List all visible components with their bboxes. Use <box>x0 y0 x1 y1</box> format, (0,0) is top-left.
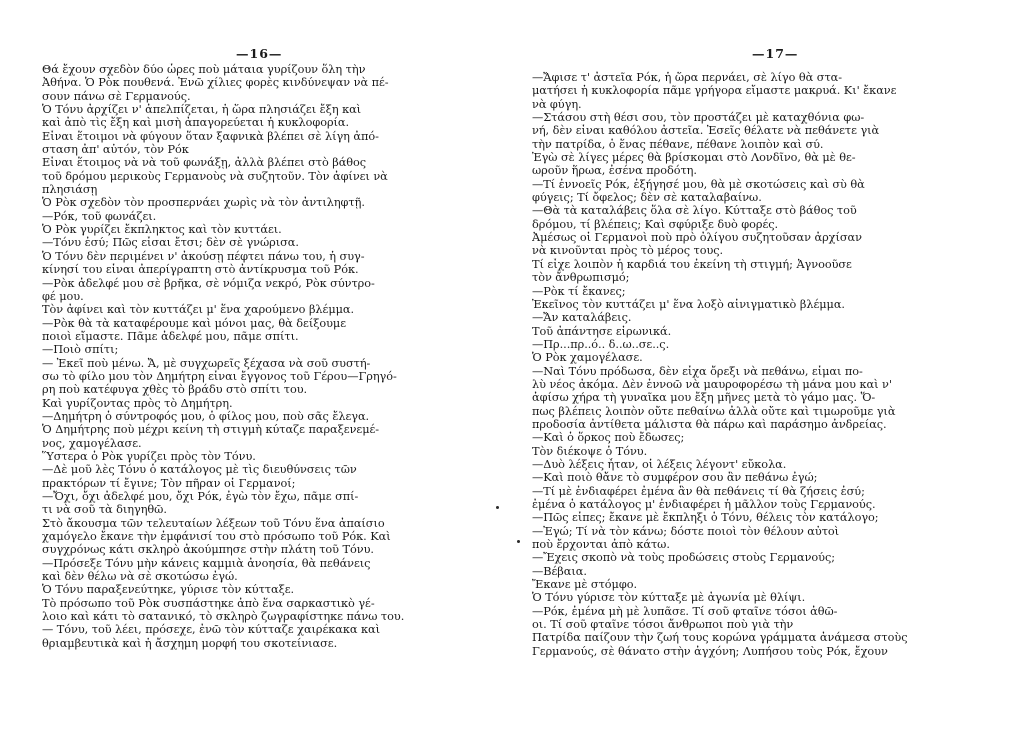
text-line: ἐμένα ὁ κατάλογος μ' ἐνδιαφέρει ἡ μᾶλλον τοὺς Γερμανούς. <box>532 498 876 511</box>
text-line: πως βλέπεις λοιπὸν οὔτε πεθαίνω ἀλλὰ οὔτε καὶ τιμωροῦμε γιὰ <box>532 404 896 418</box>
text-line: ἀφίσω χήρα τὴ γυναῖκα μου ἔξη μῆνες μετὰ τὸ γάμο μας. Ὅ- <box>532 391 876 405</box>
text-line: νή, δὲν εἶναι καθόλου ἀστεῖα. Ἐσεῖς θέλατε νὰ πεθάνετε γιὰ <box>532 124 880 138</box>
text-line: —Καὶ ὁ ὅρκος ποὺ ἔδωσες; <box>532 431 685 445</box>
text-line: πρακτόρων τί ἔγινε; Τὸν πῆραν οἱ Γερμανοί; <box>42 476 296 490</box>
text-line: Τοῦ ἀπάντησε εἰρωνικά. <box>532 324 672 338</box>
text-line: Ἀμέσως οἱ Γερμανοὶ ποὺ πρὸ ὀλίγου συζητοῦσαν ἀρχίσαν <box>532 231 862 245</box>
text-line: σουν πάνω σὲ Γερμανούς. <box>42 89 191 103</box>
text-line: Θά ἔχουν σχεδὸν δύο ὧρες ποὺ μάταια γυρίζουν ὅλη τὴν <box>42 63 366 76</box>
text-line: —Πῶς εἶπες; ἔκανε μὲ ἔκπληξι ὁ Τόνυ, θέλεις τὸν κατάλογο; <box>532 511 879 525</box>
text-line: —Ἄφισε τ' ἀστεῖα Ρόκ, ἡ ὥρα περνάει, σὲ λίγο θὰ στα- <box>532 71 843 84</box>
text-line: ματήσει ἡ κυκλοφορία πᾶμε γρήγορα εἴμαστε μακρυά. Κι' ἔκανε <box>532 84 897 98</box>
text-line: —Θὰ τὰ καταλάβεις ὅλα σὲ λίγο. Κύτταξε στὸ βάθος τοῦ <box>532 204 857 218</box>
text-line: Ἔκανε μὲ στόμφο. <box>532 578 637 592</box>
right-page-text <box>532 71 972 658</box>
text-line: τι νὰ σοῦ τὰ διηγηθῶ. <box>42 503 167 517</box>
text-line: Ὁ Τόνυ δὲν περιμένει ν' ἀκούσῃ πέφτει πάνω του, ἡ συγ- <box>42 249 365 263</box>
text-line: Ὁ Τόνυ παραξενεύτηκε, γύρισε τὸν κύτταξε. <box>42 583 295 597</box>
text-line: σταση ἀπ' αὐτόν, τὸν Ρόκ <box>42 143 189 157</box>
text-line: Τὸν ἀφίνει καὶ τὸν κυττάζει μ' ἕνα χαρούμενο βλέμμα. <box>42 303 355 317</box>
text-line: —Δυὸ λέξεις ἦταν, οἱ λέξεις λέγοντ' εὔκολα. <box>532 457 787 471</box>
text-line: —Ναὶ Τόνυ πρόδωσα, δὲν εἶχα ὄρεξι νὰ πεθάνω, εἶμαι πο- <box>532 364 863 378</box>
text-line: —Τί μὲ ἐνδιαφέρει ἐμένα ἂν θὰ πεθάνεις τί θὰ ζήσεις ἐσύ; <box>532 484 865 498</box>
text-line: —Ρὸκ τί ἔκανες; <box>532 284 626 298</box>
text-line: τὴν πατρίδα, ὁ ἕνας πέθανε, πέθανε λοιπὸν καὶ σύ. <box>532 137 824 151</box>
text-line: Ἀθήνα. Ὁ Ρὸκ πουθενά. Ἐνῶ χίλιες φορὲς κινδύνεψαν νὰ πέ- <box>42 76 389 90</box>
text-line: προδοσία ἀντίθετα μάλιστα θὰ πάρω καὶ παράσημο ἀνδρείας. <box>532 417 887 431</box>
text-line: —Ρόκ, ἐμένα μὴ μὲ λυπᾶσε. Τί σοῦ φταῖνε τόσοι ἀθῶ- <box>532 604 838 618</box>
text-line: Ὁ Τόνυ ἀρχίζει ν' ἀπελπίζεται, ἡ ὥρα πλησιάζει ἔξη καὶ <box>42 103 362 117</box>
text-line: — Ἐκεῖ ποὺ μένω. Ἄ, μὲ συγχωρεῖς ξέχασα νὰ σοῦ συστή- <box>42 356 371 370</box>
text-line: Στὸ ἄκουσμα τῶν τελευταίων λέξεων τοῦ Τόνυ ἕνα ἀπαίσιο <box>42 516 385 530</box>
text-line: —Δὲ μοῦ λὲς Τόνυ ὁ κατάλογος μὲ τὶς διευθύνσεις τῶν <box>42 463 357 477</box>
text-line: νος, χαμογέλασε. <box>42 436 142 450</box>
text-line: Γερμανούς, σὲ θάνατο στὴν ἀγχόνη; Λυπήσου τοὺς Ρόκ, ἔχουν <box>532 644 888 658</box>
text-line: Καὶ γυρίζοντας πρὸς τὸ Δημήτρη. <box>42 396 233 410</box>
text-line: λὺ νέος ἀκόμα. Δὲν ἐννοῶ νὰ μαυροφορέσω τὴ μάνα μου καὶ ν' <box>532 377 892 391</box>
text-line: ρη ποὺ κατέφυγα χθὲς τὸ βράδυ στὸ σπίτι του. <box>42 383 308 397</box>
text-line: φύγεις; Τί ὄφελος; δὲν σὲ καταλαβαίνω. <box>532 191 762 205</box>
text-line: —Ρὸκ ἀδελφέ μου σὲ βρῆκα, σὲ νόμιζα νεκρό, Ρὸκ σύντρο- <box>42 276 375 290</box>
text-line: —Ρὸκ θὰ τὰ καταφέρουμε καὶ μόνοι μας, θὰ δείξουμε <box>42 316 347 330</box>
text-line: συγχρόνως κάτι σκληρὸ ἀκούμπησε στὴν πλάτη τοῦ Τόνυ. <box>42 543 374 557</box>
text-line: τὸν ἄνθρωπισμό; <box>532 271 630 285</box>
text-line: λοιο καὶ κάτι τὸ σατανικό, τὸ σκληρὸ ζωγραφίστηκε πάνω του. <box>42 610 405 624</box>
left-page-number: —16— <box>236 46 283 61</box>
text-line: Ὁ Τόνυ γύρισε τὸν κύτταξε μὲ ἀγωνία μὲ θλίψι. <box>532 591 806 605</box>
text-line: τοῦ δρόμου μερικοὺς Γερμανοὺς νὰ συζητοῦν. Τὸν ἀφίνει νὰ <box>42 169 388 183</box>
text-line: φέ μου. <box>42 289 84 303</box>
left-page-text <box>42 63 482 650</box>
text-line: — Τόνυ, τοῦ λέει, πρόσεχε, ἐνῶ τὸν κύτταζε χαιρέκακα καὶ <box>42 623 380 637</box>
text-line: χαμόγελο ἔκανε τὴν ἐμφάνισί του στὸ πρόσωπο τοῦ Ρόκ. Καὶ <box>42 530 391 544</box>
text-line: —Ποιὸ σπίτι; <box>42 343 119 357</box>
text-line: Τὸ πρόσωπο τοῦ Ρὸκ συσπάστηκε ἀπὸ ἕνα σαρκαστικὸ γέ- <box>42 596 375 610</box>
text-line: Ἐγὼ σὲ λίγες μέρες θὰ βρίσκομαι στὸ Λονδῖνο, θὰ μὲ θε- <box>532 151 856 165</box>
text-line: —Ἄν καταλάβεις. <box>532 311 632 325</box>
text-line: —Στάσου στὴ θέσι σου, τὸν προστάζει μὲ καταχθόνια φω- <box>532 111 865 125</box>
binding-hole-mark <box>517 540 520 543</box>
text-line: δρόμου, τί βλέπεις; Καὶ σφύριξε δυὸ φορές. <box>532 217 779 231</box>
right-page <box>512 0 1024 729</box>
text-line: Ὁ Ρὸκ γυρίζει ἔκπληκτος καὶ τὸν κυττάει. <box>42 223 282 237</box>
text-line: Ὁ Δημήτρης ποὺ μέχρι κείνη τὴ στιγμὴ κύταζε παραξενεμέ- <box>42 423 380 437</box>
text-line: —Πρόσεξε Τόνυ μὴν κάνεις καμμιὰ ἀνοησία, θὰ πεθάνεις <box>42 556 371 570</box>
text-line: κίνησί του εἶναι ἀπερίγραπτη στὸ ἀντίκρυσμα τοῦ Ρόκ. <box>42 263 359 277</box>
text-line: —Ἔχεις σκοπὸ νὰ τοὺς προδώσεις στοὺς Γερμανούς; <box>532 551 836 565</box>
text-line: Εἶναι ἕτοιμος νὰ νὰ τοῦ φωνάξῃ, ἀλλὰ βλέπει στὸ βάθος <box>42 156 367 170</box>
text-line: νὰ φύγη. <box>532 97 582 111</box>
text-line: Τὸν διέκοψε ὁ Τόνυ. <box>532 444 648 458</box>
text-line: Ὕστερα ὁ Ρὸκ γυρίζει πρὸς τὸν Τόνυ. <box>42 449 256 463</box>
text-line: σω τὸ φίλο μου τὸν Δημήτρη εἶναι ἔγγονος τοῦ Γέρου—Γρηγό- <box>42 369 397 383</box>
text-line: οι. Τί σοῦ φταῖνε τόσοι ἄνθρωποι ποὺ γιὰ τὴν <box>532 618 794 632</box>
text-line: Εἶναι ἕτοιμοι νὰ φύγουν ὅταν ξαφνικὰ βλέπει σὲ λίγη ἀπό- <box>42 129 379 143</box>
text-line: —Καὶ ποιὸ θἄνε τὸ συμφέρον σου ἂν πεθάνω ἐγώ; <box>532 471 818 485</box>
text-line: —Πρ...πρ..ό.. δ..ω..σε..ς. <box>532 337 670 351</box>
text-line: Πατρίδα παίζουν τὴν ζωή τους κορώνα γράμματα ἀνάμεσα στοὺς <box>532 631 908 645</box>
binding-hole-mark <box>496 506 499 509</box>
text-line: —Δημήτρη ὁ σύντροφός μου, ὁ φίλος μου, ποὺ σᾶς ἔλεγα. <box>42 409 370 423</box>
text-line: —Βέβαια. <box>532 564 587 578</box>
text-line: Ἐκεῖνος τὸν κυττάζει μ' ἕνα λοξὸ αἰνιγματικὸ βλέμμα. <box>532 297 845 311</box>
text-line: —Τί ἐννοεῖς Ρόκ, ἐξήγησέ μου, θὰ μὲ σκοτώσεις καὶ σὺ θὰ <box>532 177 865 191</box>
text-line: —Ὄχι, ὄχι ἀδελφέ μου, ὄχι Ρόκ, ἐγὼ τὸν ἔχω, πᾶμε σπί- <box>42 490 359 503</box>
text-line: ωροῦν ἥρωα, ἐσένα προδότη. <box>532 164 697 178</box>
text-line: νὰ κινοῦνται πρὸς τὸ μέρος τους. <box>532 244 724 258</box>
text-line: —Ἐγώ; Τί νὰ τὸν κάνω; δόστε ποιοὶ τὸν θέλουν αὐτοὶ <box>532 524 840 538</box>
text-line: καὶ ἀπὸ τὶς ἔξη καὶ μισὴ ἀπαγορεύεται ἡ κυκλοφορία. <box>42 116 350 130</box>
right-page-number: —17— <box>752 46 799 61</box>
text-line: θριαμβευτικὰ καὶ ἡ ἄσχημη μορφή του σκοτείνιασε. <box>42 636 338 650</box>
text-line: —Ρόκ, τοῦ φωνάζει. <box>42 209 157 223</box>
text-line: Ὁ Ρὸκ σχεδὸν τὸν προσπερνάει χωρὶς νὰ τὸν ἀντιληφτῇ. <box>42 196 365 210</box>
text-line: Τί εἶχε λοιπὸν ἡ καρδιά του ἐκείνη τὴ στιγμή; Ἀγνοοῦσε <box>532 257 852 271</box>
text-line: ποὺ ἔρχονται ἀπὸ κάτω. <box>532 538 670 552</box>
text-line: πλησιάσῃ <box>42 183 98 197</box>
text-line: —Τόνυ ἐσύ; Πῶς εἶσαι ἔτσι; δὲν σὲ γνώρισα. <box>42 236 299 250</box>
text-line: ποιοὶ εἴμαστε. Πᾶμε ἀδελφέ μου, πᾶμε σπίτι. <box>42 329 299 343</box>
text-line: Ὁ Ρὸκ χαμογέλασε. <box>532 351 643 365</box>
text-line: καὶ δὲν θέλω νὰ σὲ σκοτώσω ἐγώ. <box>42 570 238 584</box>
